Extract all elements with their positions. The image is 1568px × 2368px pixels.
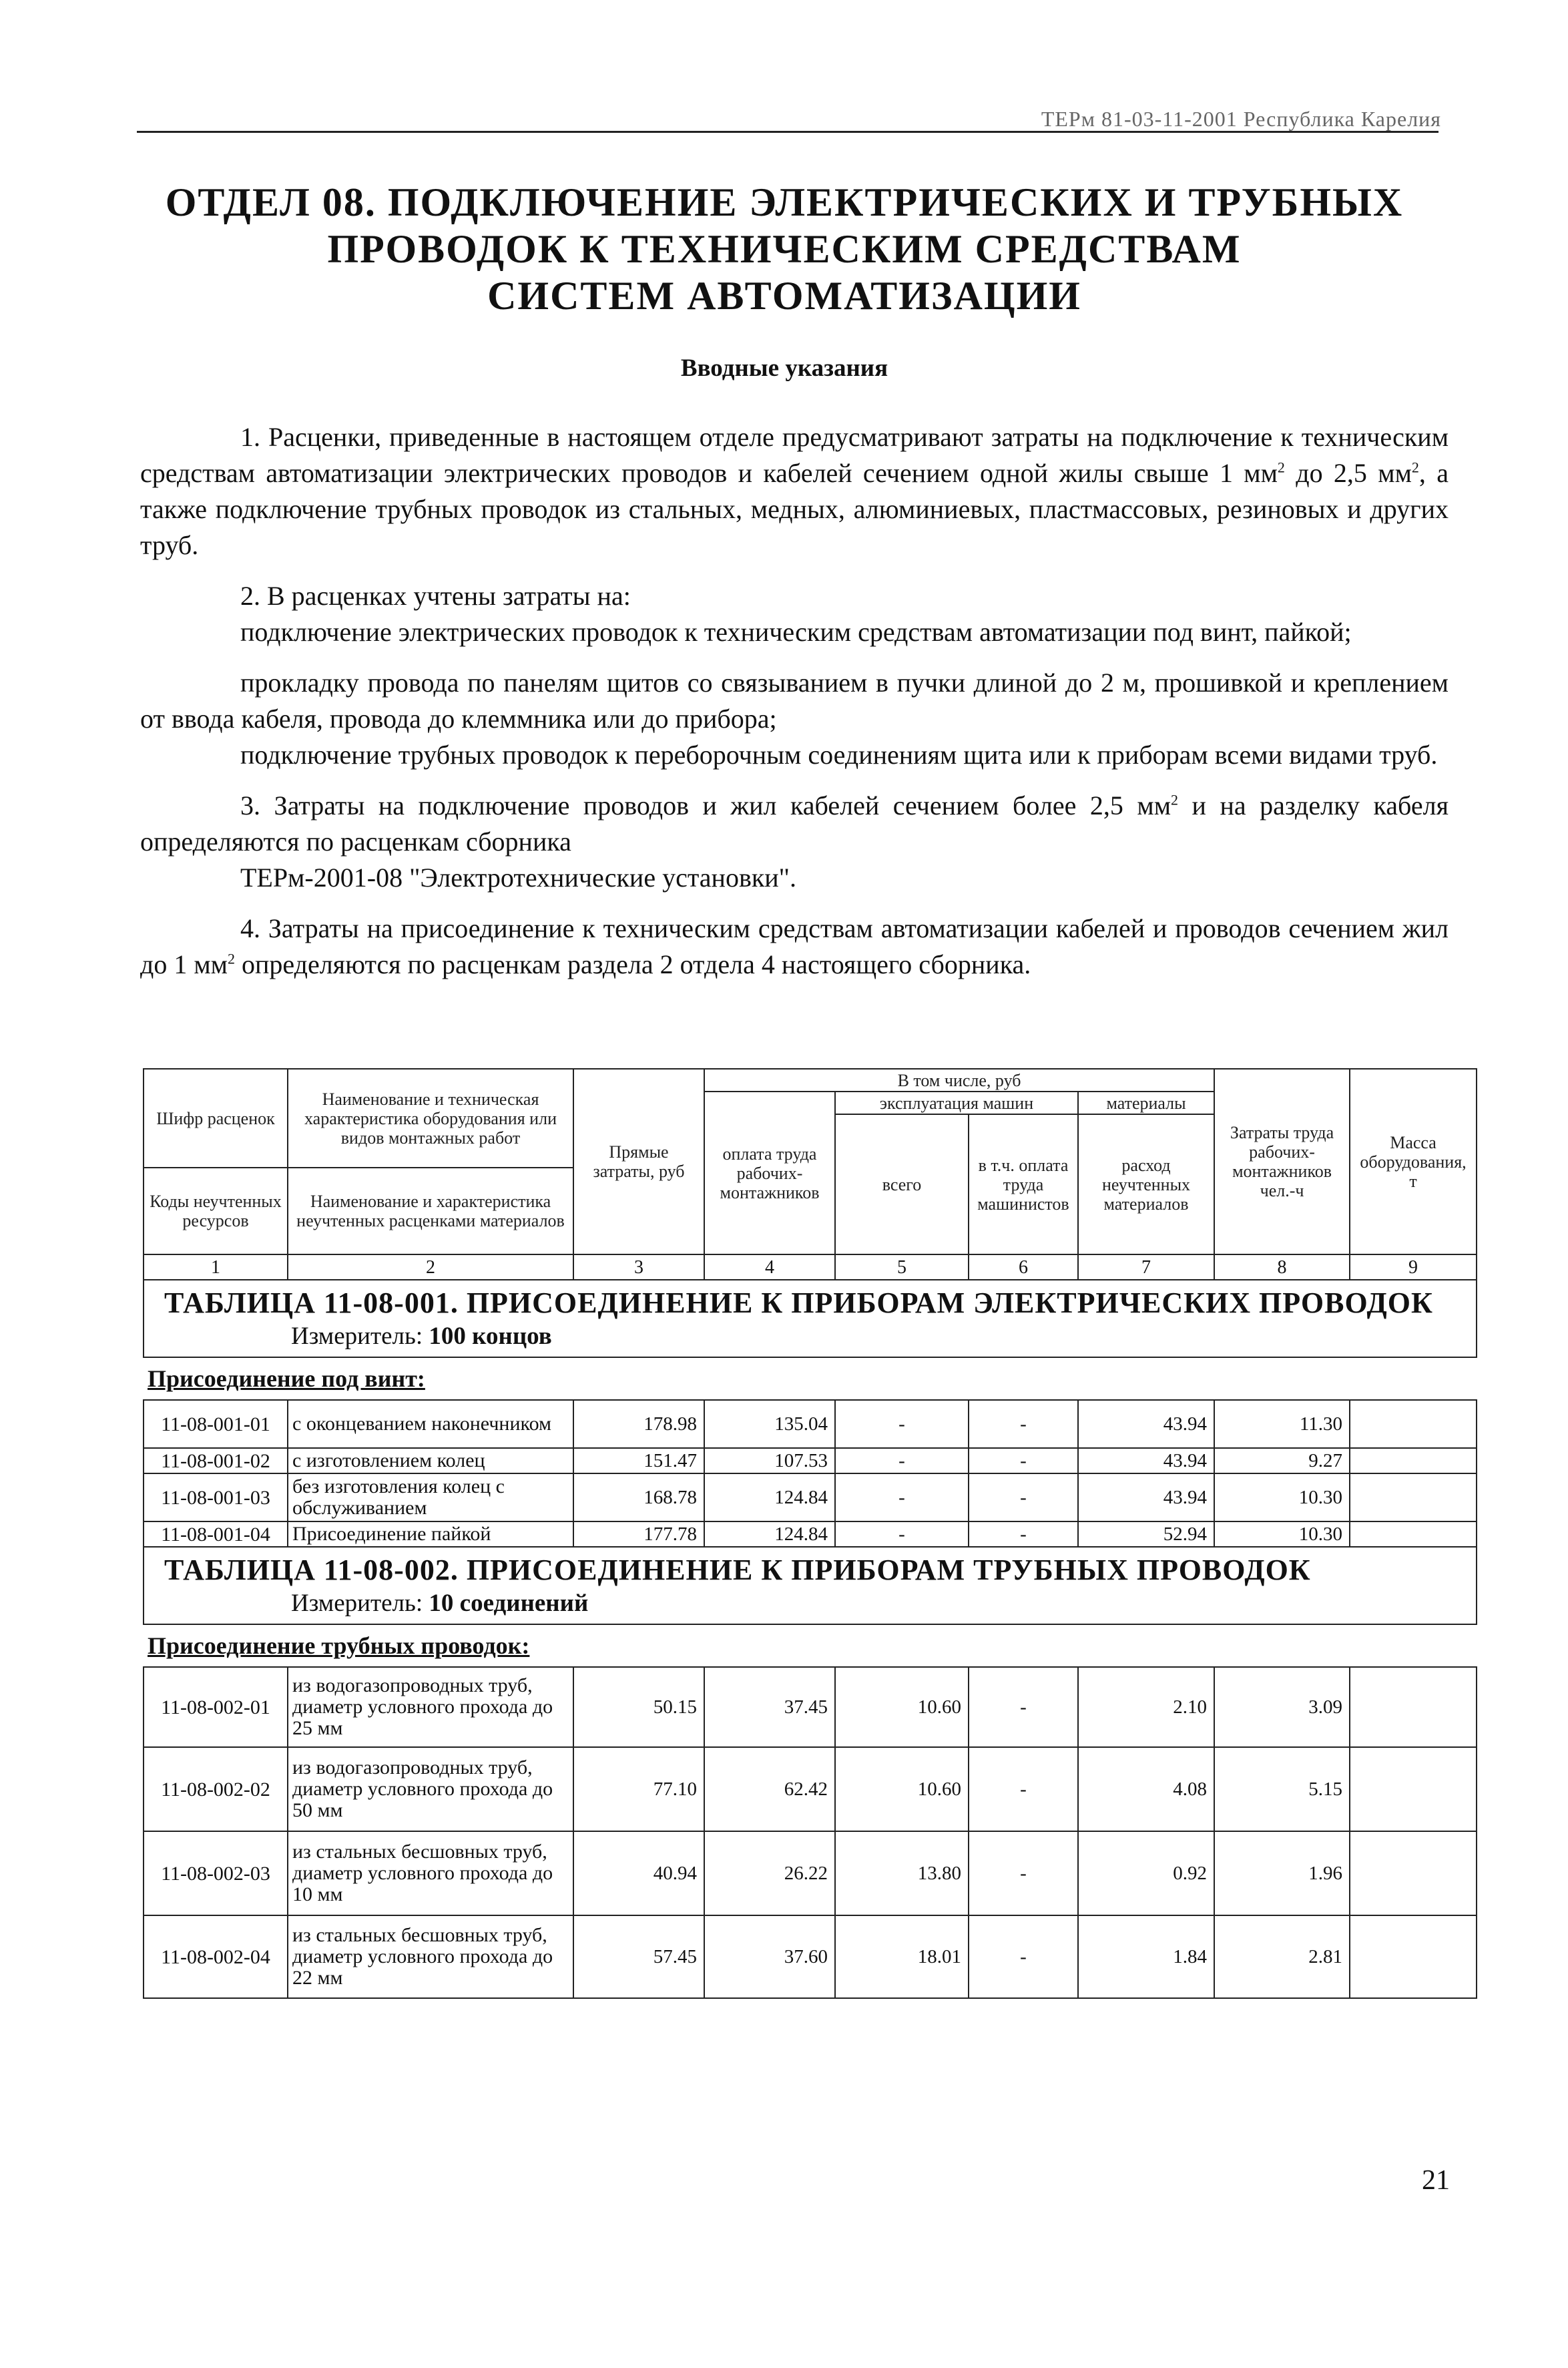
paragraph-2c: подключение трубных проводок к переборочным соединениям щита или к приборам всеми видами труб. bbox=[240, 740, 1438, 770]
paragraph-1: 1. Расценки, приведенные в настоящем отделе предусматривают затраты на подключение к техническим средствам автоматизации электрических проводов и кабелей сечением одной жилы свыше 1 $мм^2$ до 2,5 $мм^2$, а также подключение трубных проводок из стальных, медных, алюминиевых, пластмассовых, резиновых и других труб. bbox=[140, 422, 1449, 560]
col-num: 6 bbox=[969, 1254, 1078, 1280]
table-title: ТАБЛИЦА 11-08-002. ПРИСОЕДИНЕНИЕ К ПРИБОРАМ ТРУБНЫХ ПРОВОДОК bbox=[164, 1554, 1311, 1586]
paragraph-4: 4. Затраты на присоединение к техническим средствам автоматизации кабелей и проводов сечением жил до 1 $мм^2$ определяются по расценкам раздела 2 отдела 4 настоящего сборника. bbox=[140, 913, 1449, 979]
paragraph-2b: прокладку провода по панелям щитов со связыванием в пучки длиной до 2 м, прошивкой и креплением от ввода кабеля, провода до клеммника или до прибора; bbox=[140, 668, 1449, 734]
th-res-name: Наименование и характеристика неучтенных расценками материалов bbox=[288, 1168, 573, 1254]
table-row: 11-08-002-02 из водогазопроводных труб, диаметр условного прохода до 50 мм 77.10 62.42 10.60 - 4.08 5.15 bbox=[144, 1747, 1477, 1831]
table-row: 11-08-002-04 из стальных бесшовных труб, диаметр условного прохода до 22 мм 57.45 37.60 18.01 - 1.84 2.81 bbox=[144, 1915, 1477, 1998]
table-measure: Измеритель: 100 концов bbox=[291, 1323, 552, 1350]
group-row: Присоединение под винт: bbox=[144, 1357, 1477, 1400]
table-row: 11-08-002-03 из стальных бесшовных труб, диаметр условного прохода до 10 мм 40.94 26.22 13.80 - 0.92 1.96 bbox=[144, 1831, 1477, 1915]
paragraph-3c: ТЕРм-2001-08 "Электротехнические установки". bbox=[240, 863, 797, 893]
paragraph-2: 2. В расценках учтены затраты на: bbox=[240, 581, 631, 611]
th-materials: материалы bbox=[1078, 1092, 1214, 1114]
column-numbers bbox=[144, 1254, 1477, 1280]
col-num: 5 bbox=[835, 1254, 969, 1280]
th-code: Шифр расценок bbox=[144, 1069, 288, 1168]
col-num: 7 bbox=[1078, 1254, 1214, 1280]
table-measure: Измеритель: 10 соединений bbox=[291, 1590, 589, 1617]
section-title bbox=[134, 179, 1435, 319]
running-head: ТЕРм 81-03-11-2001 Республика Карелия bbox=[1041, 107, 1441, 131]
th-machines: эксплуатация машин bbox=[835, 1092, 1078, 1114]
col-num: 1 bbox=[144, 1254, 288, 1280]
col-num: 2 bbox=[288, 1254, 573, 1280]
table-title: ТАБЛИЦА 11-08-001. ПРИСОЕДИНЕНИЕ К ПРИБОРАМ ЭЛЕКТРИЧЕСКИХ ПРОВОДОК bbox=[164, 1286, 1433, 1319]
rates-table bbox=[143, 1068, 1477, 1999]
group-row: Присоединение трубных проводок: bbox=[144, 1624, 1477, 1667]
paragraph-3: 3. Затраты на подключение проводов и жил кабелей сечением более 2,5 $мм^2$ и на разделку кабеля определяются по расценкам сборника bbox=[140, 790, 1449, 857]
table-row: 11-08-001-01 с оконцеванием наконечником 178.98 135.04 - - 43.94 11.30 bbox=[144, 1400, 1477, 1448]
th-res-code: Коды неучтенных ресурсов bbox=[144, 1168, 288, 1254]
title-line: ПРОВОДОК К ТЕХНИЧЕСКИМ СРЕДСТВАМ bbox=[327, 227, 1242, 271]
table-title-row bbox=[144, 1547, 1477, 1624]
table-row: 11-08-001-02 с изготовлением колец 151.47 107.53 - - 43.94 9.27 bbox=[144, 1448, 1477, 1473]
th-incl: В том числе, руб bbox=[704, 1069, 1214, 1092]
table-row: 11-08-001-04 Присоединение пайкой 177.78 124.84 - - 52.94 10.30 bbox=[144, 1521, 1477, 1547]
th-labor: оплата труда рабочих-монтажников bbox=[704, 1092, 835, 1254]
intro-text bbox=[140, 419, 1449, 983]
table-row: 11-08-001-03 без изготовления колец с обслуживанием 168.78 124.84 - - 43.94 10.30 bbox=[144, 1473, 1477, 1521]
col-num: 9 bbox=[1350, 1254, 1477, 1280]
th-mach-total: всего bbox=[835, 1114, 969, 1254]
col-num: 4 bbox=[704, 1254, 835, 1280]
th-labor-cost: Затраты труда рабочих-монтажников чел.-ч bbox=[1214, 1069, 1350, 1254]
title-line: ОТДЕЛ 08. ПОДКЛЮЧЕНИЕ ЭЛЕКТРИЧЕСКИХ И ТРУБНЫХ bbox=[165, 180, 1404, 224]
col-num: 8 bbox=[1214, 1254, 1350, 1280]
subtitle: Вводные указания bbox=[680, 354, 888, 382]
th-direct: Прямые затраты, руб bbox=[573, 1069, 704, 1254]
th-name: Наименование и техническая характеристика оборудования или видов монтажных работ bbox=[288, 1069, 573, 1168]
table-title-row bbox=[144, 1280, 1477, 1357]
title-line: СИСТЕМ АВТОМАТИЗАЦИИ bbox=[487, 274, 1081, 318]
th-mat-unacc: расход неучтенных материалов bbox=[1078, 1114, 1214, 1254]
table-row: 11-08-002-01 из водогазопроводных труб, диаметр условного прохода до 25 мм 50.15 37.45 10.60 - 2.10 3.09 bbox=[144, 1667, 1477, 1747]
th-mass: Масса оборудования, т bbox=[1350, 1069, 1477, 1254]
paragraph-2a: подключение электрических проводок к техническим средствам автоматизации под винт, пайкой; bbox=[240, 617, 1352, 647]
th-mach-labor: в т.ч. оплата труда машинистов bbox=[969, 1114, 1078, 1254]
col-num: 3 bbox=[573, 1254, 704, 1280]
page-number: 21 bbox=[1422, 2165, 1450, 2196]
header-rule bbox=[137, 131, 1439, 133]
